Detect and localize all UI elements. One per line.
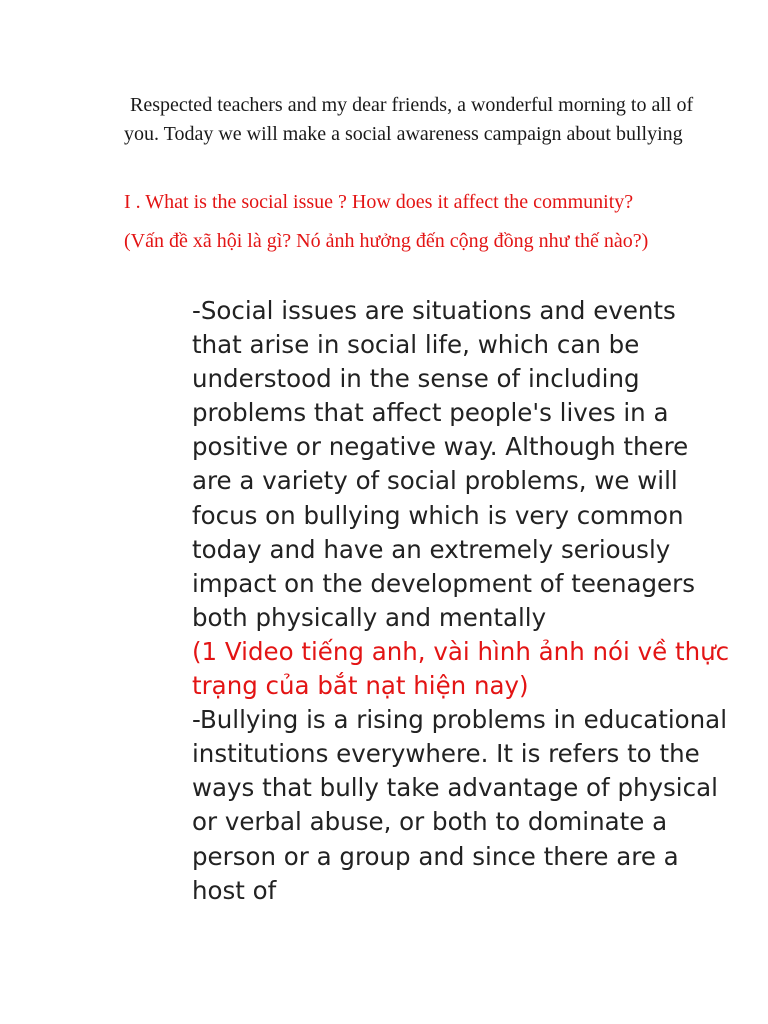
body-content (192, 294, 732, 908)
intro-paragraph: Respected teachers and my dear friends, a wonderful morning to all of you. Today we will make a social awareness campaign about bullying (124, 94, 694, 145)
section-heading: I . What is the social issue ? How does it affect the community? (124, 191, 634, 213)
bullying-paragraph: -Bullying is a rising problems in educational institutions everywhere. It is refers to the ways that bully take advantage of physical or verbal abuse, or both to dominate a person or a group and since there are a host of (192, 705, 728, 905)
section-heading-vietnamese: (Vấn đề xã hội là gì? Nó ảnh hưởng đến cộng đồng như thế nào?) (124, 230, 649, 252)
social-issues-paragraph: -Social issues are situations and events that arise in social life, which can be understood in the sense of including problems that affect people's lives in a positive or negative way. Although there are a variety of social problems, we will focus on bullying which is very common today and have an extremely seriously impact on the development of teenagers both physically and mentally (192, 296, 695, 632)
media-note: (1 Video tiếng anh, vài hình ảnh nói về thực trạng của bắt nạt hiện nay) (192, 636, 730, 701)
